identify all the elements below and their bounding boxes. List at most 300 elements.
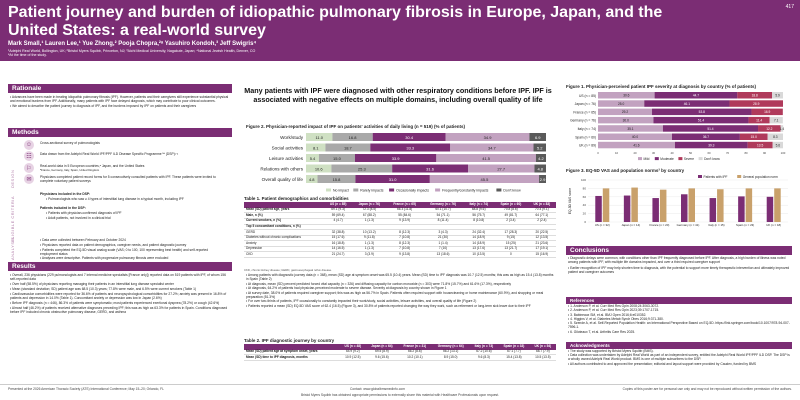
table-cell: 8 (10.8) — [463, 218, 494, 224]
fig3-bar-norm — [746, 188, 753, 222]
methods-icon: ⚐ — [24, 163, 34, 173]
rationale-heading: Rationale — [8, 84, 232, 93]
mid-bullet: • For over two-thirds of patients, IPF occasionally to constantly impacted their work/study, social activities, leisure activities, and overall quality of life (Figure 2) — [246, 299, 477, 304]
table-header-cell: France (n = 31) — [398, 344, 432, 350]
methods-icon: ☺ — [25, 142, 33, 148]
fig3-category-label: France (n = 20) — [649, 223, 670, 227]
table-cell: 59 (69.4) — [324, 213, 352, 219]
fig1-value-label: 29.2 — [621, 110, 629, 115]
rationale-bullet: • We aimed to describe the patient journey to diagnosis of IPF, and the burdens imposed by IPF on patients and their caregivers — [10, 103, 197, 108]
fig1-axis-tick: 40 — [670, 151, 674, 156]
methods-side-label: ANALYSIS — [10, 236, 15, 260]
fig3-bar-ipf — [767, 197, 774, 222]
footer — [0, 384, 800, 400]
key-message-box — [244, 86, 552, 123]
table-cell: Anxiety — [244, 241, 324, 247]
fig3-bar-ipf — [738, 196, 745, 222]
fig1-row-label: Japan (n = 76) — [574, 102, 596, 107]
table-cell: 68.8 (9.6) — [463, 208, 494, 213]
figure2-chart — [244, 130, 556, 194]
methods-icon: ☷ — [24, 151, 34, 161]
table-cell: 7 (10.8) — [387, 235, 423, 241]
results-bullet: • Cardiovascular comorbidities were reported for 36.6% of patients and neuropsychological comorbidities for 27.2%; anxiety was present in 16.8% of patients and depression in 14.0% (Table 1). Concomitant anxiety or depression was low in Japan (2.6%) — [10, 291, 227, 300]
results-heading: Results — [8, 262, 232, 271]
fig3-ytick: 60 — [582, 194, 586, 199]
table-header-cell: Italy (n = 74) — [463, 202, 494, 208]
table-cell: Current smokers, n (%) — [244, 218, 324, 224]
methods-side-label: ELIGIBLE CRITERIA — [10, 195, 15, 242]
methods-item: • Analyses were descriptive. Patients with progressive pulmonary fibrosis were excluded — [40, 256, 169, 260]
methods-item: Data drawn from the Adelphi Real World IPF/PPF ILD Disease Specific Programme™ (DSP)¹·² — [40, 152, 179, 156]
fig3-ylabel: EQ-5D VAS score — [568, 187, 572, 215]
table-header-cell: Japan (n = 64) — [366, 344, 398, 350]
fig1-value-label: 5.9 — [775, 93, 780, 98]
acknowledgments-list — [568, 349, 792, 366]
references-heading: References — [566, 297, 792, 304]
table-cell: 21 (30) — [423, 235, 464, 241]
table-cell: 13 (18.6) — [423, 252, 464, 258]
fig2-value-label: 31.0 — [388, 176, 397, 182]
table-header-cell: UK (n = 54) — [530, 344, 556, 350]
table2 — [244, 344, 556, 361]
fig3-bar-norm — [717, 189, 724, 222]
table-cell: 12 (13.5) — [528, 235, 556, 241]
table-cell: 9.6 (8.3) — [470, 355, 499, 361]
fig2-value-label: 4.2 — [538, 155, 544, 161]
methods-item: Physicians completed patient record forms for 5 consecutively consulted patients with IPF. These patients were invited to complete voluntary patient surveys — [40, 175, 216, 183]
table-cell: 7 (10) — [423, 246, 464, 252]
fig1-legend-swatch — [699, 157, 703, 160]
fig2-value-label: 30.4 — [405, 134, 414, 140]
table-cell: 21 (24.7) — [324, 252, 352, 258]
fig2-legend-swatch — [496, 189, 501, 192]
table2-title: Table 2. IPF diagnostic journey by country — [244, 338, 335, 343]
table-cell: 2 (3.4) — [494, 218, 528, 224]
table-cell: 24 (32.4) — [463, 230, 494, 236]
table-cell: 0 — [494, 252, 528, 258]
fig1-value-label: 12.2 — [766, 126, 773, 131]
fig3-ytick: 0 — [584, 220, 586, 224]
table-cell: 9 (11.8) — [352, 235, 386, 241]
fig2-row-label: Leisure activities — [269, 156, 303, 161]
table-cell: 70.8 (8.6) — [494, 208, 528, 213]
fig3-category-label: Spain (n = 23) — [736, 223, 755, 227]
methods-heading: Methods — [8, 128, 232, 137]
figure1-title: Figure 1. Physician-perceived patient IPF severity at diagnosis by country (% of patients) — [566, 84, 757, 89]
table-cell: 70.4 (9.1) — [528, 208, 556, 213]
table-cell: GERD — [244, 230, 324, 236]
methods-item: Real-world data in 5 European countries,ᵃ Japan, and the United States ᵃFrance, Germany, Italy, Spain, United Kingdom — [40, 164, 145, 172]
table-cell: 69.1 (9.3) — [324, 208, 352, 213]
fig2-value-label: 33.3 — [406, 145, 415, 151]
table-cell: 3 (3.9) — [352, 252, 386, 258]
fig1-value-label: 35.1 — [627, 126, 634, 131]
methods-icon: ✉ — [24, 174, 34, 184]
fig3-legend-label: General population norm — [742, 174, 778, 179]
table1-note: CKD, chronic kidney disease; GERD, gastroesophageal reflux disease. — [244, 268, 332, 272]
fig2-legend-label: Rarely impacts — [360, 188, 384, 193]
fig3-bar-ipf — [681, 194, 688, 222]
fig1-axis-tick: 80 — [744, 151, 748, 156]
fig3-category-label: Italy (n = 15) — [708, 223, 725, 227]
table-row — [244, 252, 556, 258]
fig2-legend-swatch — [326, 189, 331, 192]
authors: Mark Small,¹ Lauren Lee,¹ Yue Zhong,² Pooja Chopra,²ᵃ Yasuhiro Kondoh,³ Jeff Swigris⁴ — [8, 41, 257, 47]
table-cell: 13 (17.6) — [463, 246, 494, 252]
table-cell: 15 (25) — [494, 241, 528, 247]
table-cell: 10.2 (10.1) — [398, 355, 432, 361]
fig2-value-label: 27.7 — [497, 166, 506, 172]
table-cell: 8 (12.3) — [387, 230, 423, 236]
footer-contact: Contact: www.globalbmsmedinfo.com — [350, 387, 405, 391]
fig2-row-label: Work/study — [280, 135, 303, 140]
table-cell: 8.9 (15.0) — [432, 355, 470, 361]
fig1-value-label: 36.7 — [702, 135, 710, 140]
table-cell: 1 (1.3) — [352, 218, 386, 224]
table-row — [244, 355, 556, 361]
fig1-value-label: 28.9 — [753, 101, 760, 106]
fig2-value-label: 11.0 — [315, 134, 323, 140]
table-cell: 67 (88.2) — [352, 213, 386, 219]
reference-item: • 4. Higgins V, et al. Diabetes Metab Syndr Obes 2016;9:371-380. — [568, 316, 664, 321]
mid-bullet: • At diagnosis, mean (SD) percent predicted forced vital capacity (n = 326) and diffusing capacity for carbon monoxide (n = 303) were 71.8% (15.7%) and 61.6% (17.3%), respectively — [246, 281, 511, 286]
table-cell: Top 5 concomitant conditions, n (%) — [244, 224, 324, 230]
mid-bullet: • Among patients with diagnostic journey data (n = 368), mean (SD) age at symptom onset was 65.5 (10.4) years. Mean (SD) time to IPF diagnosis was 10.7 (12.5) months; this was as high as 15.4 (13.8) months in Spain (Table 2) — [246, 273, 554, 282]
fig2-value-label: 16.8 — [348, 134, 357, 140]
table-cell: 64.9 (9.2) — [340, 350, 366, 355]
conclusions-list — [568, 256, 792, 275]
table-cell: 67.1 (7.7) — [498, 350, 529, 355]
figure2-title: Figure 2. Physician-reported impact of IPF on patients' activities of daily living (n = 519) (% of patients) — [246, 124, 465, 129]
affiliation-note: ᵃAt the time of the study. — [8, 53, 47, 58]
fig3-ytick: 80 — [582, 186, 586, 191]
fig2-value-label: 6.9 — [534, 134, 541, 140]
key-message: Many patients with IPF were diagnosed with other respiratory conditions before IPF. IPF is associated with negative effects on multiple domains, including overall quality of life — [244, 86, 552, 104]
fig3-bar-ipf — [595, 196, 602, 222]
methods-item: • Pulmonologists who saw ≥ 4 types of interstitial lung disease in a typical month, including IPF — [46, 197, 184, 201]
methods-item: Cross-sectional survey of pulmonologists — [40, 141, 100, 145]
acknowledgments-heading: Acknowledgments — [566, 342, 792, 349]
fig1-legend-label: Severe — [683, 156, 695, 161]
fig1-row-label: US (n = 85) — [579, 93, 596, 98]
fig3-legend-swatch — [737, 175, 741, 178]
table-cell: 14 (18.9) — [463, 235, 494, 241]
fig1-value-label: 51.4 — [697, 118, 705, 123]
fig3-bar-norm — [660, 190, 667, 222]
table-cell: 1 (1.3) — [352, 246, 386, 252]
fig2-legend-label: Occasionally impacts — [396, 188, 429, 193]
table-cell: 10.5 (13.5) — [530, 355, 556, 361]
table-cell: 32 (38.8) — [324, 230, 352, 236]
results-bullet: • Before IPF diagnosis (n = 446), 86.3% of patients were symptomatic; most patients experienced exertional dyspnea (78.2%) or cough (42.6%) — [10, 300, 220, 305]
fig1-value-label: 5.6 — [775, 143, 781, 148]
fig1-value-label: 51.4 — [707, 126, 714, 131]
fig1-axis-tick: 90 — [762, 151, 767, 156]
references-list — [568, 304, 792, 334]
table-header-cell: Spain (n = 33) — [498, 344, 529, 350]
acknowledgment-item: • Data collection was undertaken by Adelphi Real World as part of an independent survey, entitled the Adelphi Real World IPF/PPF ILD DSP. The DSP is a wholly owned Adelphi Real World product. BMS is one of multiple subscribers to the DSP. — [568, 353, 790, 362]
fig2-value-label: 34.7 — [487, 145, 496, 151]
table-cell: 1 (1.4) — [423, 241, 464, 247]
fig1-row-label: France (n = 65) — [573, 110, 596, 115]
acknowledgment-item: • The study was supported by Bristol Myers Squibb (BMS). — [568, 349, 654, 353]
results-bullet: • Overall, 236 physicians (229 pulmonologists and 7 internal medicine specialists [France only]) reported data on 519 patients with IPF, of whom 156 self-reported data — [10, 273, 226, 282]
fig1-legend-swatch — [678, 157, 682, 160]
conclusion-bullet: • Diagnostic delays were common, with conditions other than IPF frequently diagnosed before IPF. After diagnosis, a high burden of illness was noted among patients with IPF, with multiple life domains impacted, and over a third required caregiver support — [568, 256, 786, 265]
fig1-axis-tick: 20 — [633, 151, 637, 156]
fig2-row-label: Overall quality of life — [261, 177, 303, 182]
fig3-category-label: US (n = 32) — [594, 223, 610, 227]
table-cell: 15 (16.9) — [528, 252, 556, 258]
acknowledgment-item: • All authors contributed to and approved the presentation; editorial and layout support were provided by Caudex, funded by BMS — [568, 361, 757, 366]
table-cell: 8 (11.4) — [423, 218, 464, 224]
table-cell: 9 (13.9) — [387, 218, 423, 224]
table-header-cell: Japan (n = 76) — [352, 202, 386, 208]
fig1-row-label: Spain (n = 60) — [575, 135, 596, 140]
fig1-axis-tick: 0 — [597, 151, 599, 156]
fig2-legend-swatch — [389, 189, 394, 192]
fig1-legend-label: Don't know — [704, 156, 720, 161]
fig3-legend-label: Patients with IPF — [703, 174, 728, 179]
fig2-value-label: 41.5 — [482, 155, 491, 161]
fig3-category-label: Japan (n = 14) — [621, 223, 641, 227]
table-cell: 55 (84.6) — [387, 213, 423, 219]
table-cell: 10.9 (12.5) — [340, 355, 366, 361]
fig2-value-label: 8.1 — [312, 145, 319, 151]
mid-bullet: • Patients reported a mean (SD) EQ-5D VAS score of 62.4 (16.5) (Figure 3), and 30.8% of patients reported changing the way they work, such as retirement or long-term sick leave due to their IPF — [246, 303, 531, 308]
conclusions-heading: Conclusions — [566, 246, 792, 255]
rationale-bullet: • Advances have been made in treating idiopathic pulmonary fibrosis (IPF). However, patients and their caregivers still experience substantial physical and emotional burdens from IPF. Additionally, many patients with IPF face delayed diagnosis, which may contribute to poor clinical outcomes. — [10, 95, 229, 104]
methods-item: • Data were collected between February and October 2024 — [40, 238, 126, 242]
fig1-value-label: 30.6 — [623, 93, 630, 98]
fig3-ytick: 40 — [582, 203, 586, 208]
figure3-title: Figure 3. EQ-5D VAS and population norms³ by country — [566, 168, 685, 173]
table-cell: 17 (28.3) — [494, 230, 528, 236]
table-cell: 68.7 (7.9) — [530, 350, 556, 355]
mid-bullet: • At diagnosis, 64.2% of patients had physician-perceived moderate to severe disease. Severity at diagnosis by country shown in Figure 1 — [246, 286, 447, 291]
fig2-legend-label: Frequently/constantly impacts — [442, 188, 489, 193]
methods-item: • Physicians reported data on patient demographics, caregiver needs, and patient diagnostic journey — [40, 243, 187, 247]
table-cell: 9.6 (15.6) — [366, 355, 398, 361]
mid-bullet: • At survey date, 38.0% of patients required caregiver support; this was as high as 56.7% in Spain. Patients often required support with housecleaning or home maintenance (60.9%), and shopping or meal preparation (51.3%) — [246, 290, 544, 299]
fig1-value-label: 40.0 — [631, 135, 639, 140]
reference-item: • 6. Giloteaux T, et al. Arthritis Care Res 2025. — [568, 329, 636, 334]
fig1-value-label: 13.5 — [757, 143, 764, 148]
header-banner — [0, 0, 800, 61]
fig1-value-label: 53.8 — [698, 110, 705, 115]
fig3-legend-swatch — [698, 175, 702, 178]
fig1-axis-tick: 70 — [725, 151, 730, 156]
fig3-bar-norm — [603, 188, 610, 222]
mid-results-list — [246, 273, 556, 308]
fig2-value-label: 4.8 — [537, 166, 544, 172]
fig2-value-label: 5.4 — [309, 155, 316, 161]
fig3-bar-ipf — [710, 198, 717, 222]
fig1-axis-tick: 100 — [780, 151, 786, 156]
table-cell: Mean (SD) patient age, years — [244, 208, 324, 213]
table-header-cell: Germany (n = 64) — [432, 344, 470, 350]
rationale-list — [10, 95, 232, 109]
table-cell: 56 (75.7) — [463, 213, 494, 219]
results-bullet: • Almost half (46.2%) of patients received alternative diagnoses preceding IPF; this was as high as 63.3% for patients in Spain. Conditions diagnosed before IPF included chronic obstructive pulmonary disease, GERD, and asthma — [10, 305, 228, 314]
methods-item: • Adult patients, not involved in a clinical trial — [46, 216, 111, 220]
fig3-category-label: UK (n = 18) — [766, 223, 782, 227]
methods-item: Patients included in the DSP: — [40, 206, 86, 210]
fig1-value-label: 30.0 — [622, 118, 629, 123]
footer-presented: Presented at the 2026 American Thoracic Society (ATS) International Conference; May 15–20; Orlando, FL — [8, 387, 165, 391]
affiliation-line: ¹Adelphi Real World, Bollington, UK; ²Bristol Myers Squibb, Princeton, NJ; ³Aichi Medical University, Nagakute, Japan; ⁴National Jewish Health, Denver, CO — [8, 49, 256, 53]
table-cell: 69.5 (8.9) — [366, 350, 398, 355]
poster-title: Patient journey and burden of idiopathic pulmonary fibrosis in Europe, Japan, and the United States: a real-world survey — [8, 4, 663, 39]
table-cell: 16 (18.8) — [324, 241, 352, 247]
table-header-cell: UK (n = 83) — [528, 202, 556, 208]
fig2-value-label: 18.7 — [343, 145, 352, 151]
fig2-value-label: 33.9 — [391, 155, 400, 161]
fig1-value-label: 16.9 — [764, 110, 771, 115]
table-cell: 60.1 (10.7) — [423, 208, 464, 213]
table-cell: Mean (SD) time to IPF diagnosis, months — [244, 355, 340, 361]
poster-number: 417 — [785, 4, 794, 10]
fig2-value-label: 15.8 — [332, 176, 341, 182]
fig1-row-label: UK (n = 89) — [579, 143, 596, 148]
table-cell: 64 (77.1) — [528, 213, 556, 219]
table-cell: 8 (12.3) — [387, 241, 423, 247]
table-header-cell: France (n = 65) — [387, 202, 423, 208]
table-cell: 9 (15) — [494, 235, 528, 241]
table-cell: 56.2 (13.1) — [432, 350, 470, 355]
fig1-value-label: 18.8 — [751, 93, 758, 98]
table-cell: 7 (10.8) — [387, 246, 423, 252]
fig1-value-label: 41.6 — [633, 143, 640, 148]
reference-item: • 1. Anderson P, et al. Curr Med Res Opin 2008;24:3063-3072. — [568, 304, 660, 308]
fig3-ytick: 100 — [580, 178, 586, 182]
fig2-value-label: 25.3 — [357, 166, 366, 172]
reference-item: • 2. Anderson P, et al. Curr Med Res Opin 2023;39:1707-1715. — [568, 308, 660, 313]
figure3-chart — [566, 174, 794, 244]
fig2-value-label: 31.6 — [426, 166, 434, 172]
table-cell: 17 (19.1) — [528, 246, 556, 252]
fig3-bar-ipf — [652, 198, 659, 222]
table-cell: 20 (22.5) — [528, 230, 556, 236]
fig1-legend-swatch — [655, 157, 659, 160]
reference-item: • 3. Babineaux SM, et al. BMJ Open 2016;6:e010352. — [568, 312, 647, 317]
table-header-cell: US (n = 85) — [324, 202, 352, 208]
fig2-legend-swatch — [435, 189, 440, 192]
fig2-row-label: Relations with others — [260, 166, 303, 172]
results-bullet: • Mean (standard deviation; SD) patient age was 68.5 (10.3) years; 77.8% were male, and 6.5% were current smokers (Table 1) — [10, 286, 197, 291]
fig2-legend-swatch — [353, 189, 358, 192]
table1-title: Table 1. Patient demographics and comorbidities — [244, 196, 349, 201]
methods-item: Physicians included in the DSP: — [40, 192, 91, 196]
table-cell: 14 (16.5) — [324, 246, 352, 252]
fig1-axis-tick: 60 — [707, 151, 711, 156]
table-cell: Depression — [244, 246, 324, 252]
table-cell: Male, n (%) — [244, 213, 324, 219]
table-cell: 9 (13.8) — [387, 252, 423, 258]
table-cell: 10 (13.5) — [463, 252, 494, 258]
table1 — [244, 202, 556, 258]
table-header-cell: Italy (n = 73) — [470, 344, 499, 350]
table-cell: 3 (4.3) — [423, 230, 464, 236]
fig2-value-label: 15.0 — [333, 155, 341, 161]
fig1-value-label: 1.4 — [779, 126, 785, 131]
fig2-value-label: 4.8 — [308, 176, 315, 182]
fig1-axis-tick: 10 — [614, 151, 619, 156]
methods-side-label: DESIGN — [10, 169, 15, 188]
fig3-bar-norm — [631, 188, 638, 222]
fig2-legend-label: Don't know — [503, 188, 521, 193]
table-header-cell: Germany (n = 76) — [423, 202, 464, 208]
table-cell: 2 (2.4) — [528, 218, 556, 224]
table-cell: 72.3 (8.5) — [352, 208, 386, 213]
table-cell: 1 (1.3) — [352, 241, 386, 247]
fig2-value-label: 34.9 — [483, 134, 492, 140]
fig1-value-label: 25.0 — [618, 101, 625, 106]
table-header-cell: US (n = 48) — [340, 344, 366, 350]
table-cell: 49 (81.7) — [494, 213, 528, 219]
footer-copyright: Copies of this poster are for personal use only and may not be reproduced without written permission of the authors. — [622, 387, 792, 391]
fig2-value-label: 45.5 — [480, 176, 489, 182]
fig1-value-label: 46.1 — [683, 101, 691, 106]
table-cell: 21 (23.6) — [528, 241, 556, 247]
fig1-axis-tick: 30 — [651, 151, 656, 156]
affiliations — [8, 49, 255, 58]
table-cell: 66.2 (8.8) — [398, 350, 432, 355]
table-cell: 15 (17.6) — [324, 235, 352, 241]
footer-permission: Bristol Myers Squibb has obtained appropriate permissions to externally share this material with Healthcare Professionals upon request. — [300, 393, 500, 397]
fig2-value-label: 2.9 — [539, 176, 546, 182]
fig3-bar-norm — [774, 188, 781, 222]
fig1-row-label: Italy (n = 74) — [577, 127, 596, 131]
table-cell: 15.4 (13.8) — [498, 355, 529, 361]
fig1-axis-tick: 50 — [688, 151, 693, 156]
fig1-legend-swatch — [638, 157, 642, 160]
table-header-cell: Spain (n = 60) — [494, 202, 528, 208]
table-cell: 67.2 (10.6) — [470, 350, 499, 355]
figure1-chart — [566, 90, 794, 166]
table-cell: 4 (4.7) — [324, 218, 352, 224]
methods-item: • Patients completed the EQ-5D visual analog scale (VAS; 0 to 100, 100 representing best health) and self-reported employment status — [40, 248, 209, 256]
table-cell: CKD — [244, 252, 324, 258]
table-cell: Diabetes without chronic complications — [244, 235, 324, 241]
fig2-value-label: 5.2 — [536, 145, 543, 151]
fig1-value-label: 44.7 — [692, 93, 700, 98]
table-cell: 54 (71.1) — [423, 213, 464, 219]
methods-item: • Patients with physician-confirmed diagnosis of IPF — [46, 211, 122, 215]
table-cell: 13 (21.7) — [494, 246, 528, 252]
fig3-ytick: 20 — [582, 211, 586, 216]
fig1-value-label: 8.3 — [773, 135, 778, 140]
fig1-legend-label: Moderate — [660, 156, 674, 161]
table-cell: 10 (13.2) — [352, 230, 386, 236]
fig3-category-label: Germany (n = 41) — [676, 223, 700, 227]
reference-item: • 5. Szende A, et al. Self-Reported Population Health: an International Perspective Based on EQ-5D. https://link.springer.com/book/10.1007/978-94-007-7596-1. — [568, 321, 790, 330]
table-cell: 14 (18.9) — [463, 241, 494, 247]
fig1-value-label: 7.1 — [774, 118, 779, 123]
results-bullet: • Over half (58.5%) of physicians reporting managing their patients in an interstitial lung disease specialist center — [10, 281, 174, 286]
fig3-bar-norm — [689, 188, 696, 222]
fig2-legend-label: No impact — [333, 188, 349, 193]
fig1-legend-label: Mild — [643, 156, 650, 161]
table-cell: Mean (SD) patient age at symptom onset, years — [244, 350, 340, 355]
fig2-value-label: 10.6 — [314, 166, 323, 172]
table-cell: 66.3 (11.8) — [387, 208, 423, 213]
conclusion-bullet: • Earlier recognition of IPF may help shorten time to diagnosis, with the potential to support more timely therapeutic intervention and ultimately improved patient and caregiver outcomes — [568, 265, 790, 274]
fig3-bar-ipf — [624, 196, 631, 222]
fig1-row-label: Germany (n = 76) — [570, 118, 596, 123]
fig2-row-label: Social activities — [271, 145, 303, 151]
fig1-value-label: 11.4 — [756, 118, 763, 123]
